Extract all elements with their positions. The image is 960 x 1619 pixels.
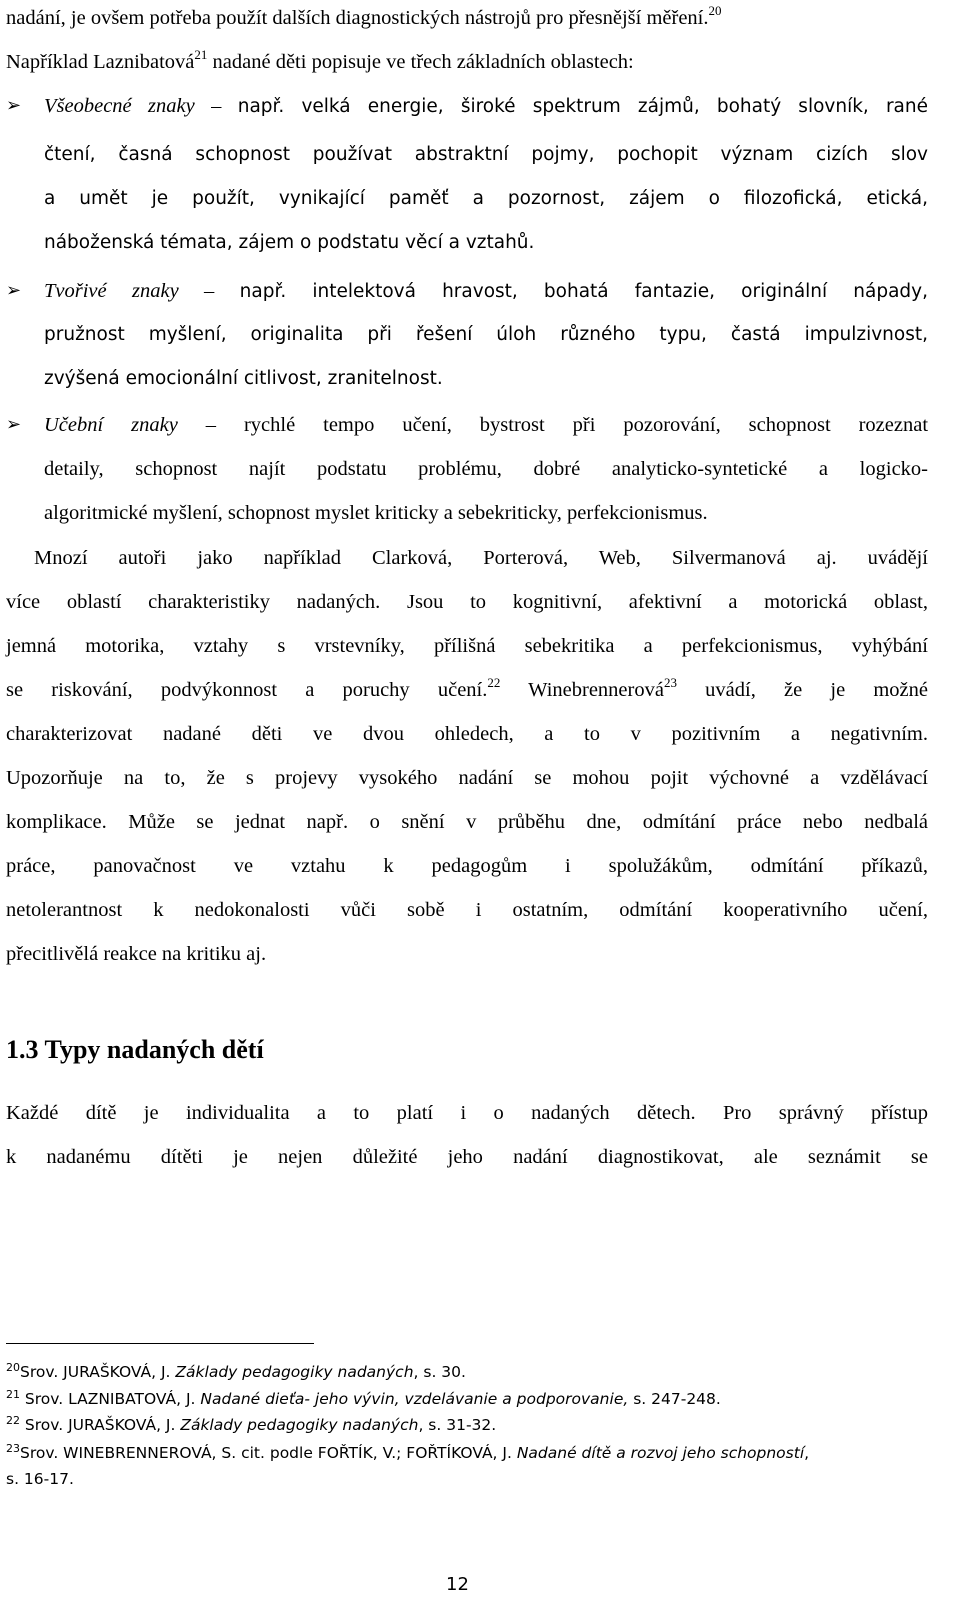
bullet-line: pružnost myšlení, originalita při řešení úloh různého typu, častá impulzivnost, — [44, 324, 928, 345]
text-line: práce, panovačnost ve vztahu k pedagogům i spolužákům, odmítání příkazů, — [6, 855, 928, 877]
bullet-line — [44, 91, 928, 122]
text-span: nadané děti popisuje ve třech základních oblastech: — [207, 51, 634, 73]
text-span: např. intelektová hravost, bohatá fantazie, originální nápady, — [239, 281, 929, 302]
bullet-line: algoritmické myšlení, schopnost myslet kriticky a sebekriticky, perfekcionismus. — [44, 502, 708, 524]
bullet-term: Učební znaky — [44, 414, 178, 436]
text-span: – — [177, 414, 244, 436]
footnote-ref: 22 — [487, 675, 501, 690]
text-span: uvádí, že je možné — [676, 679, 928, 701]
footnote-number: 20 — [6, 1361, 20, 1374]
text-span: , — [804, 1444, 810, 1462]
bullet-arrow-icon: ➢ — [6, 414, 22, 435]
text-span: s. 247-248. — [628, 1390, 721, 1408]
text-span: Srov. JURAŠKOVÁ, J. — [20, 1416, 181, 1434]
text-line: Mnozí autoři jako například Clarková, Porterová, Web, Silvermanová aj. uvádějí — [34, 547, 928, 569]
text-line: jemná motorika, vztahy s vrstevníky, přílišná sebekritika a perfekcionismus, vyhýbání — [6, 635, 928, 657]
bullet-line — [44, 276, 928, 307]
text-line: k nadanému dítěti je nejen důležité jeho nadání diagnostikovat, ale seznámit se — [6, 1146, 928, 1168]
footnote-title: Nadané dítě a rozvoj jeho schopností — [516, 1444, 805, 1462]
text-span: např. velká energie, široké spektrum zájmů, bohatý slovník, rané — [237, 96, 928, 117]
text-line: netolerantnost k nedokonalosti vůči sobě i ostatním, odmítání kooperativního učení, — [6, 899, 928, 921]
text-line: přecitlivělá reakce na kritiku aj. — [6, 943, 267, 965]
page-number: 12 — [446, 1574, 469, 1595]
footnote-continuation: s. 16-17. — [6, 1470, 74, 1488]
text-span: Srov. LAZNIBATOVÁ, J. — [20, 1390, 201, 1408]
text-span: Například Laznibatová — [6, 51, 195, 73]
text-span: – — [178, 280, 240, 302]
text-span: , s. 30. — [413, 1363, 466, 1381]
text-span: , s. 31-32. — [418, 1416, 497, 1434]
footnote — [6, 1442, 809, 1464]
text-line — [6, 47, 634, 77]
bullet-line — [44, 410, 928, 440]
text-line — [6, 3, 722, 33]
bullet-line: zvýšená emocionální citlivost, zranitelnost. — [44, 368, 443, 389]
bullet-arrow-icon: ➢ — [6, 280, 22, 301]
text-span: Srov. WINEBRENNEROVÁ, S. cit. podle FOŘTÍK, V.; FOŘTÍKOVÁ, J. — [20, 1444, 517, 1462]
footnote — [6, 1388, 721, 1410]
text-span: Srov. JURAŠKOVÁ, J. — [20, 1363, 176, 1381]
text-span: rychlé tempo učení, bystrost při pozorování, schopnost rozeznat — [243, 414, 929, 436]
footnote-ref: 23 — [663, 675, 677, 690]
text-line: charakterizovat nadané děti ve dvou ohledech, a to v pozitivním a negativním. — [6, 723, 928, 745]
text-span: nadání, je ovšem potřeba použít dalších diagnostických nástrojů pro přesnější měření. — [6, 7, 709, 29]
bullet-line: detaily, schopnost najít podstatu problému, dobré analyticko-syntetické a logicko- — [44, 458, 928, 480]
text-span: Winebrennerová — [500, 679, 664, 701]
footnote — [6, 1414, 496, 1436]
text-line: Upozorňuje na to, že s projevy vysokého nadání se mohou pojit výchovné a vzdělávací — [6, 767, 928, 789]
footnote-title: Základy pedagogiky nadaných — [175, 1363, 414, 1381]
footnote-ref: 20 — [708, 3, 722, 18]
bullet-line: čtení, časná schopnost používat abstraktní pojmy, pochopit význam cizích slov — [44, 144, 928, 165]
bullet-line: a umět je použít, vynikající paměť a pozornost, zájem o filozofická, etická, — [44, 188, 928, 209]
footnote-ref: 21 — [194, 47, 208, 62]
footnote-number: 23 — [6, 1442, 20, 1455]
footnote-number: 21 — [6, 1388, 20, 1401]
bullet-line: náboženská témata, zájem o podstatu věcí a vztahů. — [44, 232, 535, 253]
section-heading: 1.3 Typy nadaných dětí — [6, 1035, 264, 1064]
text-line: Každé dítě je individualita a to platí i o nadaných dětech. Pro správný přístup — [6, 1102, 928, 1124]
text-span: se riskování, podvýkonnost a poruchy učení. — [6, 679, 488, 701]
footnote-number: 22 — [6, 1414, 20, 1427]
text-line — [6, 675, 928, 705]
footnote-divider — [6, 1343, 314, 1344]
bullet-arrow-icon: ➢ — [6, 95, 22, 116]
text-line: více oblastí charakteristiky nadaných. Jsou to kognitivní, afektivní a motorická oblast, — [6, 591, 928, 613]
text-line: komplikace. Může se jednat např. o snění v průběhu dne, odmítání práce nebo nedbalá — [6, 811, 928, 833]
bullet-term: Všeobecné znaky — [44, 95, 195, 117]
bullet-term: Tvořivé znaky — [44, 280, 179, 302]
footnote — [6, 1361, 466, 1383]
footnote-title: Základy pedagogiky nadaných — [180, 1416, 419, 1434]
footnote-title: Nadané dieťa- jeho vývin, vzdelávanie a podporovanie, — [200, 1390, 629, 1408]
text-span: – — [194, 95, 238, 117]
